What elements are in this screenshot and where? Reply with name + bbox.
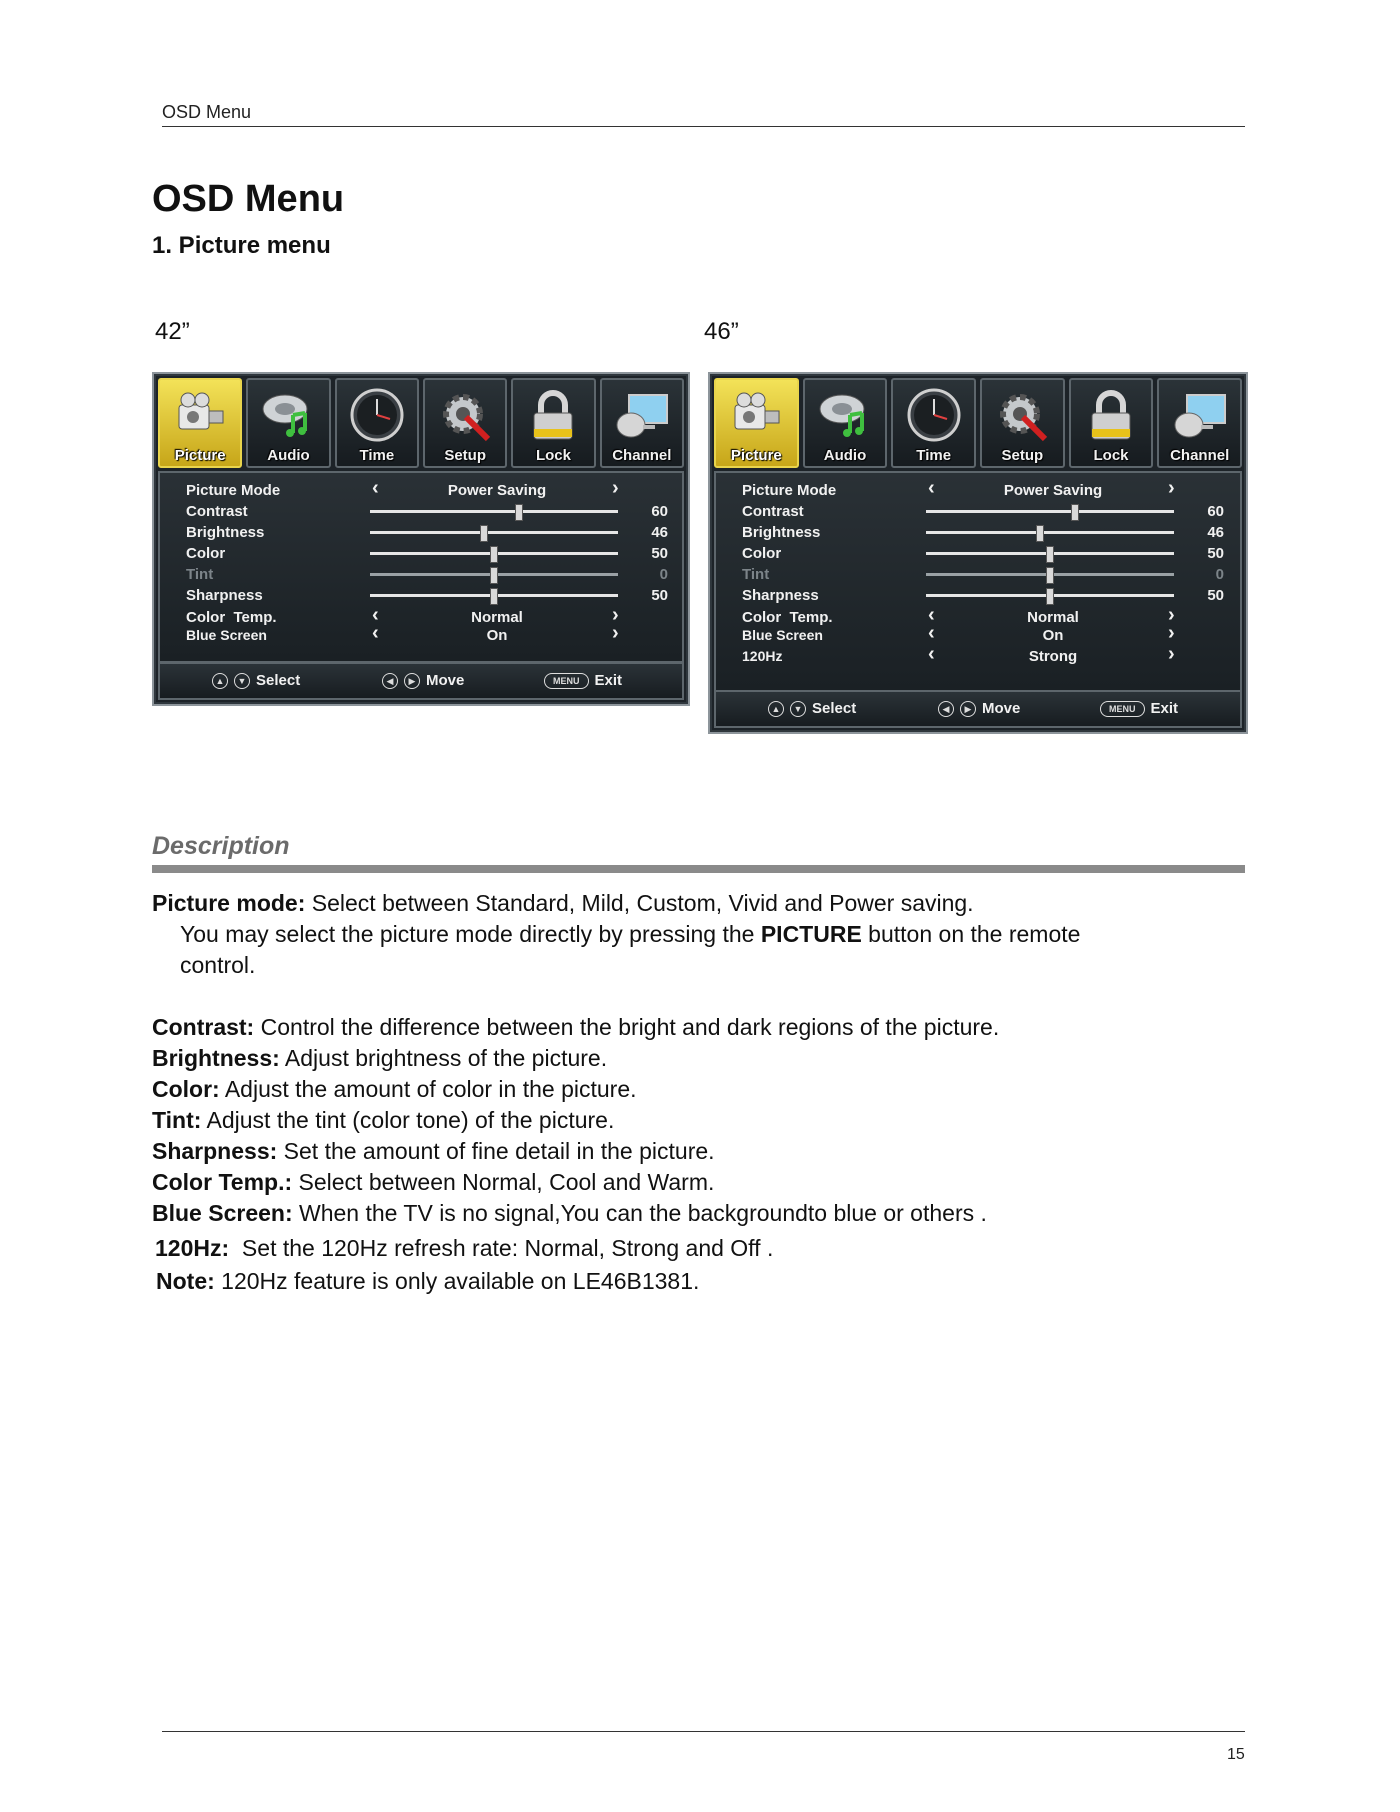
tab-audio[interactable]	[803, 378, 888, 468]
satellite-dish-icon	[612, 386, 672, 444]
menu-key-icon: MENU	[1100, 701, 1145, 717]
row-label: Tint	[186, 566, 214, 583]
term: 120Hz:	[155, 1235, 230, 1261]
tab-time[interactable]	[891, 378, 976, 468]
note	[156, 1266, 699, 1297]
tab-label: Lock	[535, 447, 571, 464]
footer-move-label: Move	[426, 672, 465, 689]
row-label: Brightness	[742, 524, 821, 541]
tab-label: Lock	[1093, 447, 1129, 464]
row-label: Contrast	[186, 503, 248, 520]
option-value: Strong	[1028, 648, 1078, 665]
definition: Adjust brightness of the picture.	[279, 1045, 608, 1071]
slider-knob[interactable]	[515, 504, 523, 521]
text: You may select the picture mode directly by pressing the	[180, 921, 761, 947]
slider-track[interactable]	[370, 531, 618, 534]
definition: Adjust the tint (color tone) of the picture.	[201, 1107, 615, 1133]
definition: Select between Standard, Mild, Custom, Vivid and Power saving.	[305, 890, 974, 916]
definition: Adjust the amount of color in the picture.	[219, 1076, 637, 1102]
menu-row-contrast[interactable]	[160, 500, 682, 522]
tab-channel[interactable]	[600, 378, 684, 468]
osd-screen-42	[152, 372, 690, 706]
slider-value: 46	[651, 524, 668, 541]
header-rule	[162, 126, 1245, 127]
row-label: Contrast	[742, 503, 804, 520]
footer-move	[938, 700, 1020, 717]
tab-time[interactable]	[335, 378, 419, 468]
definition-item	[152, 1198, 999, 1229]
osd-tab-bar	[158, 378, 684, 468]
osd-picture-menu	[714, 471, 1242, 693]
row-label: Blue Screen	[186, 627, 267, 643]
camera-icon	[170, 386, 230, 444]
clock-icon	[904, 386, 964, 444]
term: Color:	[152, 1076, 220, 1102]
menu-row-brightness[interactable]	[716, 521, 1240, 543]
page-number: 15	[1227, 1746, 1245, 1763]
down-icon: ▼	[790, 701, 806, 717]
slider-value: 50	[1207, 545, 1224, 562]
camera-icon	[726, 386, 786, 444]
term: Contrast:	[152, 1014, 255, 1040]
slider-track[interactable]	[370, 594, 618, 597]
option-value: On	[1042, 627, 1064, 644]
slider-track[interactable]	[926, 531, 1174, 534]
menu-row-sharpness[interactable]	[716, 584, 1240, 606]
term: Color Temp.:	[152, 1169, 293, 1195]
slider-track[interactable]	[926, 552, 1174, 555]
satellite-dish-icon	[1170, 386, 1230, 444]
menu-row-120hz[interactable]	[716, 645, 1240, 667]
definition: Select between Normal, Cool and Warm.	[292, 1169, 715, 1195]
picture-mode-description	[152, 888, 1080, 981]
clock-icon	[347, 386, 407, 444]
tab-picture[interactable]	[158, 378, 242, 468]
chevron-left-icon[interactable]: ‹	[372, 477, 379, 499]
definition-item	[152, 1012, 999, 1043]
row-label: 120Hz	[742, 648, 783, 664]
slider-value: 0	[659, 566, 668, 583]
menu-row-picture-mode[interactable]	[160, 479, 682, 501]
row-label: Color	[742, 545, 782, 562]
row-label: Picture Mode	[742, 482, 837, 499]
size-label-46: 46”	[704, 318, 739, 345]
slider-knob[interactable]	[1036, 525, 1044, 542]
menu-key-icon: MENU	[544, 673, 589, 689]
osd-footer	[158, 662, 684, 700]
menu-row-blue-screen[interactable]	[160, 624, 682, 646]
tab-label: Channel	[1170, 447, 1230, 464]
definition: Control the difference between the bright and dark regions of the picture.	[254, 1014, 1000, 1040]
row-label: Color	[186, 545, 226, 562]
slider-value: 50	[1207, 587, 1224, 604]
chevron-left-icon[interactable]: ‹	[928, 622, 935, 644]
term: Blue Screen:	[152, 1200, 293, 1226]
slider-track[interactable]	[370, 552, 618, 555]
osd-footer	[714, 690, 1242, 728]
speaker-icon	[815, 386, 875, 444]
section-title: 1. Picture menu	[152, 232, 331, 259]
option-value: Power Saving	[1003, 482, 1103, 499]
picture-button-name: PICTURE	[760, 921, 862, 947]
slider-knob[interactable]	[1071, 504, 1079, 521]
menu-row-tint[interactable]	[716, 563, 1240, 585]
left-icon: ◀	[382, 673, 398, 689]
menu-row-blue-screen[interactable]	[716, 624, 1240, 646]
footer-select-label: Select	[256, 672, 301, 689]
term: Note:	[156, 1268, 215, 1294]
definition: When the TV is no signal,You can the backgroundto blue or others .	[292, 1200, 987, 1226]
tab-lock[interactable]	[511, 378, 595, 468]
tab-audio[interactable]	[246, 378, 330, 468]
picture-mode-line1	[152, 888, 1080, 919]
row-label: Color Temp.	[186, 609, 277, 626]
menu-row-contrast[interactable]	[716, 500, 1240, 522]
slider-track[interactable]	[926, 573, 1174, 576]
chevron-right-icon[interactable]: ›	[612, 622, 619, 644]
row-label: Blue Screen	[742, 627, 823, 643]
size-label-42: 42”	[155, 318, 190, 345]
slider-value: 60	[1207, 503, 1224, 520]
footer-move	[382, 672, 464, 689]
lock-icon	[523, 386, 583, 444]
footer-select-label: Select	[812, 700, 857, 717]
slider-knob[interactable]	[490, 567, 498, 584]
up-icon: ▲	[768, 701, 784, 717]
tab-label: Audio	[823, 447, 867, 464]
up-icon: ▲	[212, 673, 228, 689]
menu-row-color[interactable]	[716, 542, 1240, 564]
term: Sharpness:	[152, 1138, 278, 1164]
chevron-left-icon[interactable]: ‹	[928, 643, 935, 665]
definition: Set the amount of fine detail in the picture.	[277, 1138, 715, 1164]
footer-move-label: Move	[982, 700, 1021, 717]
tab-label: Time	[359, 447, 395, 464]
chevron-right-icon[interactable]: ›	[1168, 604, 1175, 626]
menu-row-brightness[interactable]	[160, 521, 682, 543]
term: Picture mode:	[152, 890, 306, 916]
slider-track[interactable]	[926, 510, 1174, 513]
footer-exit	[1100, 700, 1178, 717]
picture-mode-line2	[152, 919, 1080, 950]
chevron-right-icon[interactable]: ›	[1168, 643, 1175, 665]
slider-value: 0	[1215, 566, 1224, 583]
text: button on the remote	[861, 921, 1081, 947]
slider-value: 50	[651, 587, 668, 604]
slider-knob[interactable]	[480, 525, 488, 542]
slider-knob[interactable]	[1046, 546, 1054, 563]
slider-knob[interactable]	[1046, 567, 1054, 584]
chevron-right-icon[interactable]: ›	[612, 477, 619, 499]
row-label: Sharpness	[186, 587, 263, 604]
menu-row-tint[interactable]	[160, 563, 682, 585]
tab-picture[interactable]	[714, 378, 799, 468]
chevron-right-icon[interactable]: ›	[1168, 622, 1175, 644]
chevron-left-icon[interactable]: ‹	[928, 604, 935, 626]
picture-mode-line3: control.	[180, 952, 256, 978]
slider-track[interactable]	[370, 510, 618, 513]
definition: Set the 120Hz refresh rate: Normal, Strong and Off .	[229, 1235, 774, 1261]
definition-item	[152, 1136, 999, 1167]
osd-screen-46	[708, 372, 1248, 734]
tab-setup[interactable]	[980, 378, 1065, 468]
menu-row-color[interactable]	[160, 542, 682, 564]
footer-exit	[544, 672, 622, 689]
chevron-left-icon[interactable]: ‹	[372, 604, 379, 626]
speaker-icon	[258, 386, 318, 444]
down-icon: ▼	[234, 673, 250, 689]
left-icon: ◀	[938, 701, 954, 717]
hz-definition	[155, 1233, 773, 1264]
tab-label: Setup	[444, 447, 486, 464]
description-heading: Description	[152, 832, 290, 860]
slider-knob[interactable]	[490, 546, 498, 563]
slider-knob[interactable]	[1046, 588, 1054, 605]
right-icon: ▶	[960, 701, 976, 717]
footer-select	[212, 672, 300, 689]
term: Brightness:	[152, 1045, 280, 1071]
gear-wrench-icon	[992, 386, 1052, 444]
row-label: Color Temp.	[742, 609, 833, 626]
menu-row-sharpness[interactable]	[160, 584, 682, 606]
gear-wrench-icon	[435, 386, 495, 444]
slider-value: 50	[651, 545, 668, 562]
row-label: Picture Mode	[186, 482, 281, 499]
lock-icon	[1081, 386, 1141, 444]
definition-item	[152, 1105, 999, 1136]
chevron-right-icon[interactable]: ›	[612, 604, 619, 626]
osd-picture-menu	[158, 471, 684, 663]
page-title: OSD Menu	[152, 178, 345, 220]
tab-label: Setup	[1001, 447, 1044, 464]
chevron-right-icon[interactable]: ›	[1168, 477, 1175, 499]
chevron-left-icon[interactable]: ‹	[928, 477, 935, 499]
tab-channel[interactable]	[1157, 378, 1242, 468]
tab-lock[interactable]	[1069, 378, 1154, 468]
row-label: Sharpness	[742, 587, 819, 604]
chevron-left-icon[interactable]: ‹	[372, 622, 379, 644]
definitions-list	[152, 1012, 999, 1229]
tab-setup[interactable]	[423, 378, 507, 468]
osd-tab-bar	[714, 378, 1242, 468]
tab-label: Picture	[174, 447, 226, 464]
row-label: Brightness	[186, 524, 265, 541]
tab-label: Audio	[267, 447, 310, 464]
definition: 120Hz feature is only available on LE46B1381.	[214, 1268, 700, 1294]
term: Tint:	[152, 1107, 202, 1133]
footer-rule	[162, 1731, 1245, 1732]
footer-exit-label: Exit	[1150, 700, 1179, 717]
tab-label: Channel	[612, 447, 672, 464]
running-header: OSD Menu	[162, 102, 252, 122]
menu-row-picture-mode[interactable]	[716, 479, 1240, 501]
slider-track[interactable]	[370, 573, 618, 576]
definition-item	[152, 1167, 999, 1198]
option-value: Normal	[1027, 609, 1079, 626]
slider-value: 46	[1207, 524, 1224, 541]
row-label: Tint	[742, 566, 770, 583]
tab-label: Picture	[730, 447, 782, 464]
definition-item	[152, 1043, 999, 1074]
description-rule	[152, 865, 1245, 873]
option-value: Normal	[471, 609, 523, 626]
right-icon: ▶	[404, 673, 420, 689]
slider-track[interactable]	[926, 594, 1174, 597]
tab-label: Time	[916, 447, 952, 464]
footer-select	[768, 700, 856, 717]
definition-item	[152, 1074, 999, 1105]
slider-knob[interactable]	[490, 588, 498, 605]
slider-value: 60	[651, 503, 668, 520]
footer-exit-label: Exit	[594, 672, 623, 689]
option-value: On	[486, 627, 508, 644]
option-value: Power Saving	[447, 482, 547, 499]
